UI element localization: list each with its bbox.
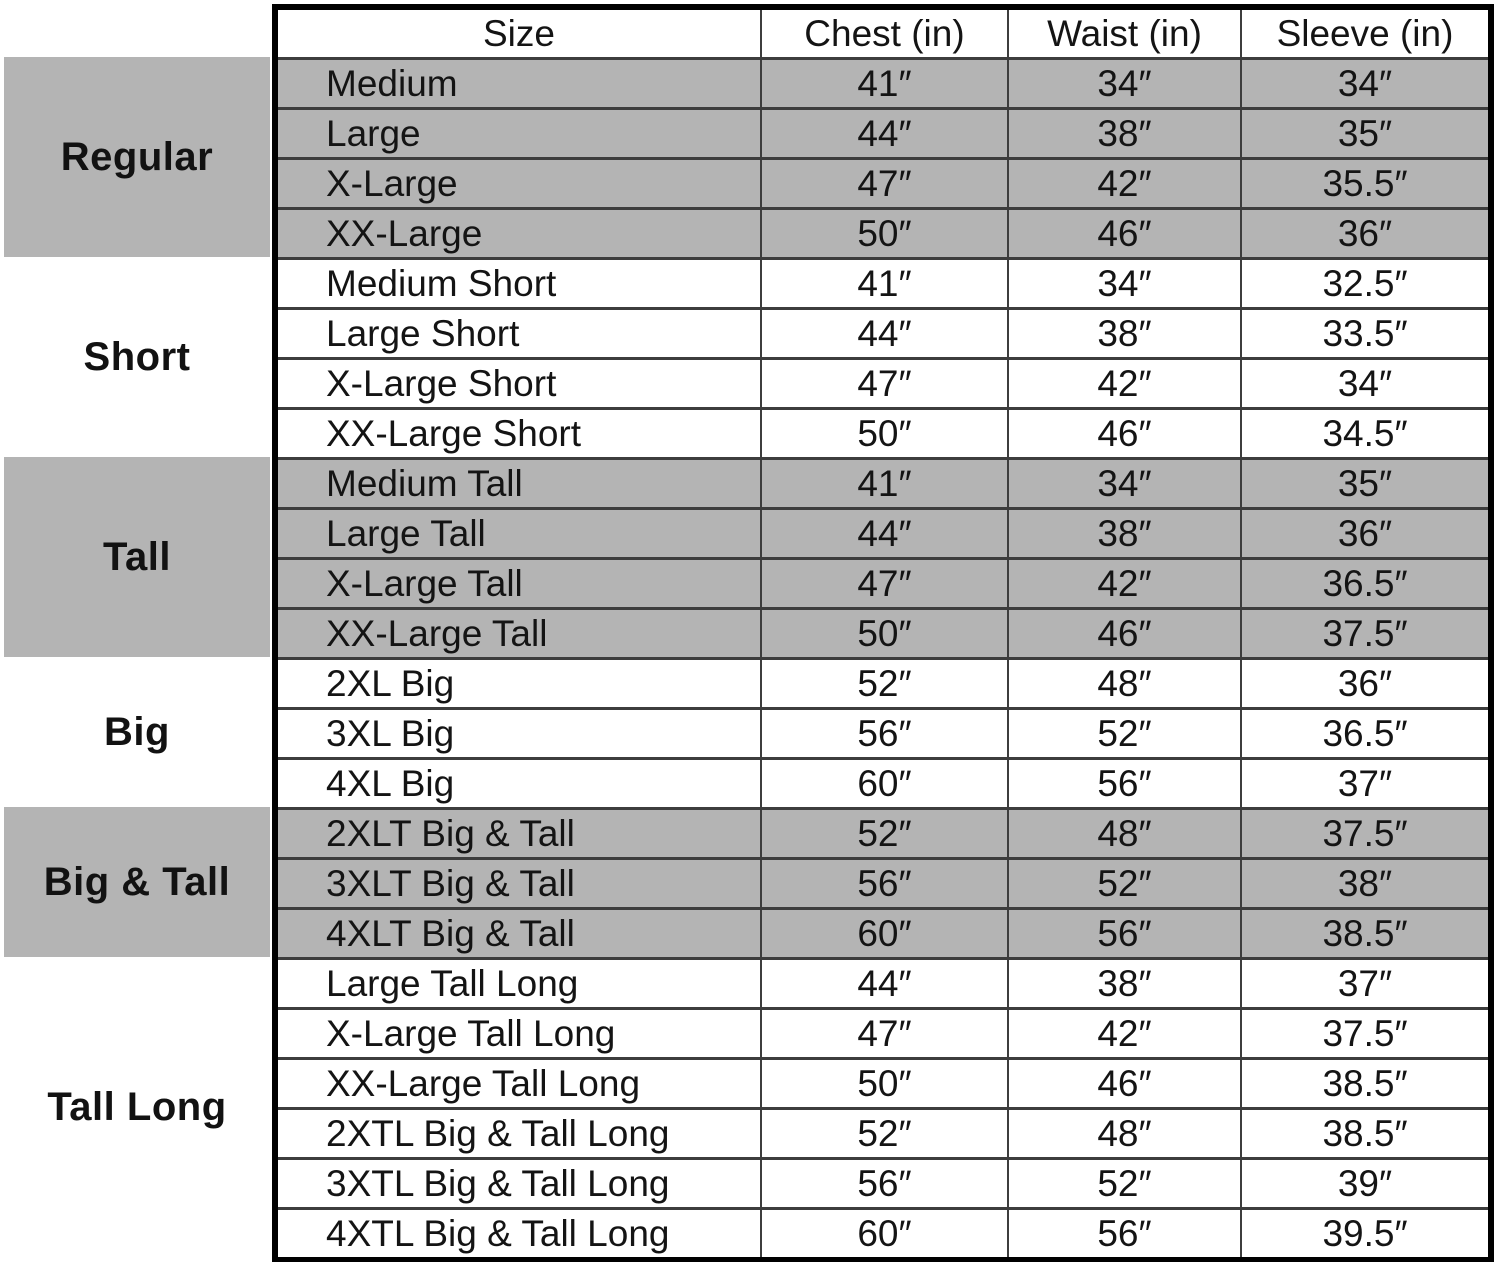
chest-cell: 47″ [760, 360, 1007, 407]
table-row [278, 57, 1488, 107]
size-cell: XX-Large Tall [326, 613, 548, 654]
waist-cell: 56″ [1007, 1210, 1240, 1257]
group-label-regular: Regular [4, 57, 270, 257]
waist-cell: 42″ [1007, 160, 1240, 207]
table-row [278, 257, 1488, 307]
table-row [278, 1107, 1488, 1157]
table-row [278, 107, 1488, 157]
table-row [278, 607, 1488, 657]
waist-cell: 56″ [1007, 760, 1240, 807]
group-label-big-tall: Big & Tall [4, 807, 270, 957]
chest-cell: 60″ [760, 760, 1007, 807]
chest-cell: 52″ [760, 660, 1007, 707]
chest-cell: 44″ [760, 510, 1007, 557]
group-label-short: Short [83, 334, 191, 379]
table-row [278, 907, 1488, 957]
chest-cell: 41″ [760, 260, 1007, 307]
waist-cell: 38″ [1007, 510, 1240, 557]
chest-cell: 47″ [760, 1010, 1007, 1057]
sleeve-cell: 37.5″ [1240, 610, 1488, 657]
size-cell: Large Short [326, 313, 520, 354]
group-label-tall-long: Tall Long [47, 1084, 227, 1129]
sleeve-cell: 37.5″ [1240, 1010, 1488, 1057]
waist-cell: 42″ [1007, 1010, 1240, 1057]
sleeve-cell: 36.5″ [1240, 560, 1488, 607]
sleeve-cell: 32.5″ [1240, 260, 1488, 307]
size-cell: 3XLT Big & Tall [326, 863, 575, 904]
size-cell: XX-Large Tall Long [326, 1063, 641, 1104]
waist-cell: 34″ [1007, 60, 1240, 107]
chest-cell: 41″ [760, 460, 1007, 507]
size-cell: 4XLT Big & Tall [326, 913, 575, 954]
chest-cell: 56″ [760, 860, 1007, 907]
size-cell: XX-Large Short [326, 413, 582, 454]
table-row [278, 1057, 1488, 1107]
waist-cell: 46″ [1007, 210, 1240, 257]
waist-cell: 34″ [1007, 260, 1240, 307]
sleeve-cell: 37″ [1240, 960, 1488, 1007]
sleeve-cell: 37″ [1240, 760, 1488, 807]
size-cell: Large [326, 113, 421, 154]
chest-cell: 52″ [760, 1110, 1007, 1157]
size-cell: 4XTL Big & Tall Long [326, 1213, 670, 1254]
chest-cell: 44″ [760, 110, 1007, 157]
chest-cell: 56″ [760, 1160, 1007, 1207]
table-row [278, 857, 1488, 907]
table-row [278, 207, 1488, 257]
table-row [278, 507, 1488, 557]
table-row [278, 307, 1488, 357]
sleeve-cell: 39.5″ [1240, 1210, 1488, 1257]
table-row [278, 457, 1488, 507]
table-row [278, 1007, 1488, 1057]
size-chart-table [272, 4, 1494, 1262]
sleeve-cell: 39″ [1240, 1160, 1488, 1207]
table-row [278, 407, 1488, 457]
waist-cell: 42″ [1007, 360, 1240, 407]
waist-cell: 52″ [1007, 710, 1240, 757]
table-row [278, 157, 1488, 207]
waist-cell: 48″ [1007, 1110, 1240, 1157]
sleeve-cell: 34″ [1240, 360, 1488, 407]
size-cell: 3XL Big [326, 713, 455, 754]
waist-cell: 42″ [1007, 560, 1240, 607]
sleeve-cell: 36″ [1240, 210, 1488, 257]
chest-cell: 60″ [760, 1210, 1007, 1257]
waist-cell: 34″ [1007, 460, 1240, 507]
chest-cell: 52″ [760, 810, 1007, 857]
table-row [278, 357, 1488, 407]
group-label-big: Big [104, 709, 170, 754]
sleeve-cell: 35.5″ [1240, 160, 1488, 207]
table-row [278, 657, 1488, 707]
sleeve-cell: 34.5″ [1240, 410, 1488, 457]
sleeve-cell: 35″ [1240, 110, 1488, 157]
waist-cell: 46″ [1007, 1060, 1240, 1107]
size-cell: Medium Short [326, 263, 557, 304]
sleeve-cell: 36″ [1240, 660, 1488, 707]
size-cell: Large Tall [326, 513, 486, 554]
column-header-sleeve: Sleeve (in) [1240, 10, 1488, 57]
size-cell: 2XL Big [326, 663, 455, 704]
table-row [278, 1157, 1488, 1207]
chest-cell: 50″ [760, 410, 1007, 457]
size-cell: XX-Large [326, 213, 483, 254]
sleeve-cell: 35″ [1240, 460, 1488, 507]
size-cell: X-Large Short [326, 363, 557, 404]
column-header-waist: Waist (in) [1007, 10, 1240, 57]
chest-cell: 60″ [760, 910, 1007, 957]
table-row [278, 557, 1488, 607]
size-cell: Medium [326, 63, 458, 104]
size-cell: X-Large Tall [326, 563, 523, 604]
chest-cell: 44″ [760, 310, 1007, 357]
chest-cell: 47″ [760, 560, 1007, 607]
sleeve-cell: 36″ [1240, 510, 1488, 557]
group-label-tall: Tall [4, 457, 270, 657]
size-cell: 2XTL Big & Tall Long [326, 1113, 670, 1154]
waist-cell: 48″ [1007, 810, 1240, 857]
table-body [278, 57, 1488, 1257]
waist-cell: 38″ [1007, 110, 1240, 157]
header-row [278, 10, 1488, 57]
waist-cell: 46″ [1007, 410, 1240, 457]
column-header-chest: Chest (in) [760, 10, 1007, 57]
waist-cell: 56″ [1007, 910, 1240, 957]
sleeve-cell: 38.5″ [1240, 910, 1488, 957]
chest-cell: 56″ [760, 710, 1007, 757]
table-row [278, 757, 1488, 807]
sleeve-cell: 33.5″ [1240, 310, 1488, 357]
sleeve-cell: 38.5″ [1240, 1110, 1488, 1157]
size-cell: 3XTL Big & Tall Long [326, 1163, 670, 1204]
table-row [278, 1207, 1488, 1257]
sleeve-cell: 37.5″ [1240, 810, 1488, 857]
sleeve-cell: 38.5″ [1240, 1060, 1488, 1107]
chest-cell: 50″ [760, 210, 1007, 257]
column-header-size: Size [483, 13, 555, 54]
size-cell: X-Large Tall Long [326, 1013, 616, 1054]
chest-cell: 50″ [760, 1060, 1007, 1107]
sleeve-cell: 38″ [1240, 860, 1488, 907]
size-cell: Large Tall Long [326, 963, 579, 1004]
chest-cell: 50″ [760, 610, 1007, 657]
table-row [278, 807, 1488, 857]
waist-cell: 48″ [1007, 660, 1240, 707]
size-cell: 2XLT Big & Tall [326, 813, 575, 854]
waist-cell: 52″ [1007, 1160, 1240, 1207]
waist-cell: 52″ [1007, 860, 1240, 907]
size-cell: Medium Tall [326, 463, 523, 504]
chest-cell: 44″ [760, 960, 1007, 1007]
table-row [278, 707, 1488, 757]
sleeve-cell: 34″ [1240, 60, 1488, 107]
chest-cell: 47″ [760, 160, 1007, 207]
sleeve-cell: 36.5″ [1240, 710, 1488, 757]
waist-cell: 46″ [1007, 610, 1240, 657]
table-row [278, 957, 1488, 1007]
chest-cell: 41″ [760, 60, 1007, 107]
group-labels-column [0, 0, 270, 1262]
size-cell: 4XL Big [326, 763, 455, 804]
waist-cell: 38″ [1007, 960, 1240, 1007]
waist-cell: 38″ [1007, 310, 1240, 357]
size-cell: X-Large [326, 163, 458, 204]
